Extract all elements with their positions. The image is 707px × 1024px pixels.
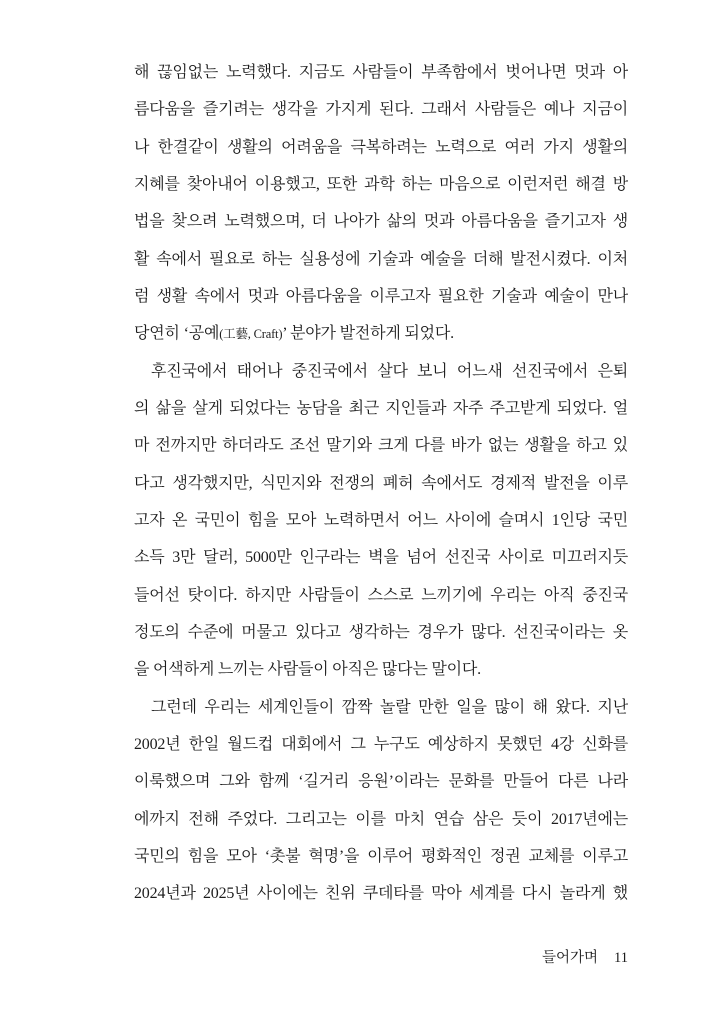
text-line: 후진국에서 태어나 중진국에서 살다 보니 어느새 선진국에서 은퇴 xyxy=(151,362,628,380)
text-line: 에까지 전해 주었다. 그리고는 이를 마치 연습 삼은 듯이 2017년에는 xyxy=(134,810,628,828)
text-line: 해 끊임없는 노력했다. 지금도 사람들이 부족함에서 벗어나면 멋과 아 xyxy=(134,64,628,81)
page-number: 11 xyxy=(614,950,628,966)
text-line: 지혜를 찾아내어 이용했고, 또한 과학 하는 마음으로 이런저런 해결 방 xyxy=(134,175,628,193)
text-line: 그런데 우리는 세계인들이 깜짝 놀랄 만한 일을 많이 해 왔다. 지난 xyxy=(151,698,628,716)
text-line: 나 한결같이 생활의 어려움을 극복하려는 노력으로 여러 가지 생활의 xyxy=(134,138,628,156)
text-line: 다고 생각했지만, 식민지와 전쟁의 폐허 속에서도 경제적 발전을 이루 xyxy=(134,474,628,492)
text-segment: ’ 분야가 발전하게 되었다. xyxy=(282,325,454,343)
text-segment: 당연히 ‘공예 xyxy=(134,325,220,343)
text-line: 법을 찾으려 노력했으며, 더 나아가 삶의 멋과 아름다움을 즐기고자 생 xyxy=(134,213,628,231)
text-line: 정도의 수준에 머물고 있다고 생각하는 경우가 많다. 선진국이라는 옷 xyxy=(134,623,628,641)
text-line: 럼 생활 속에서 멋과 아름다움을 이루고자 필요한 기술과 예술이 만나 xyxy=(134,287,628,305)
inline-hanja-annotation: (工藝, Craft) xyxy=(219,327,283,342)
text-line: 들어선 탓이다. 하지만 사람들이 스스로 느끼기에 우리는 아직 중진국 xyxy=(134,586,628,604)
running-head: 들어가며 xyxy=(542,950,599,966)
body-text xyxy=(134,54,628,913)
text-line: 활 속에서 필요로 하는 실용성에 기술과 예술을 더해 발전시켰다. 이처 xyxy=(134,250,628,268)
text-line: 이룩했으며 그와 함께 ‘길거리 응원’이라는 문화를 만들어 다른 나라 xyxy=(134,773,628,791)
text-line: 름다움을 즐기려는 생각을 가지게 된다. 그래서 사람들은 예나 지금이 xyxy=(134,101,628,119)
text-line: 국민의 힘을 모아 ‘촛불 혁명’을 이루어 평화적인 정권 교체를 이루고 xyxy=(134,847,628,865)
text-line: 마 전까지만 하더라도 조선 말기와 크게 다를 바가 없는 생활을 하고 있 xyxy=(134,437,628,455)
text-line: 고자 온 국민이 힘을 모아 노력하면서 어느 사이에 슬며시 1인당 국민 xyxy=(134,511,628,529)
text-line: 2024년과 2025년 사이에는 친위 쿠데타를 막아 세계를 다시 놀라게 했 xyxy=(134,885,628,903)
page-footer xyxy=(134,946,628,967)
text-line: 의 삶을 살게 되었다는 농담을 최근 지인들과 자주 주고받게 되었다. 얼 xyxy=(134,399,628,417)
text-line xyxy=(134,315,628,352)
text-line: 2002년 한일 월드컵 대회에서 그 누구도 예상하지 못했던 4강 신화를 xyxy=(134,735,628,753)
text-line: 소득 3만 달러, 5000만 인구라는 벽을 넘어 선진국 사이로 미끄러지듯 xyxy=(134,549,628,567)
text-line: 을 어색하게 느끼는 사람들이 아직은 많다는 말이다. xyxy=(134,661,481,679)
